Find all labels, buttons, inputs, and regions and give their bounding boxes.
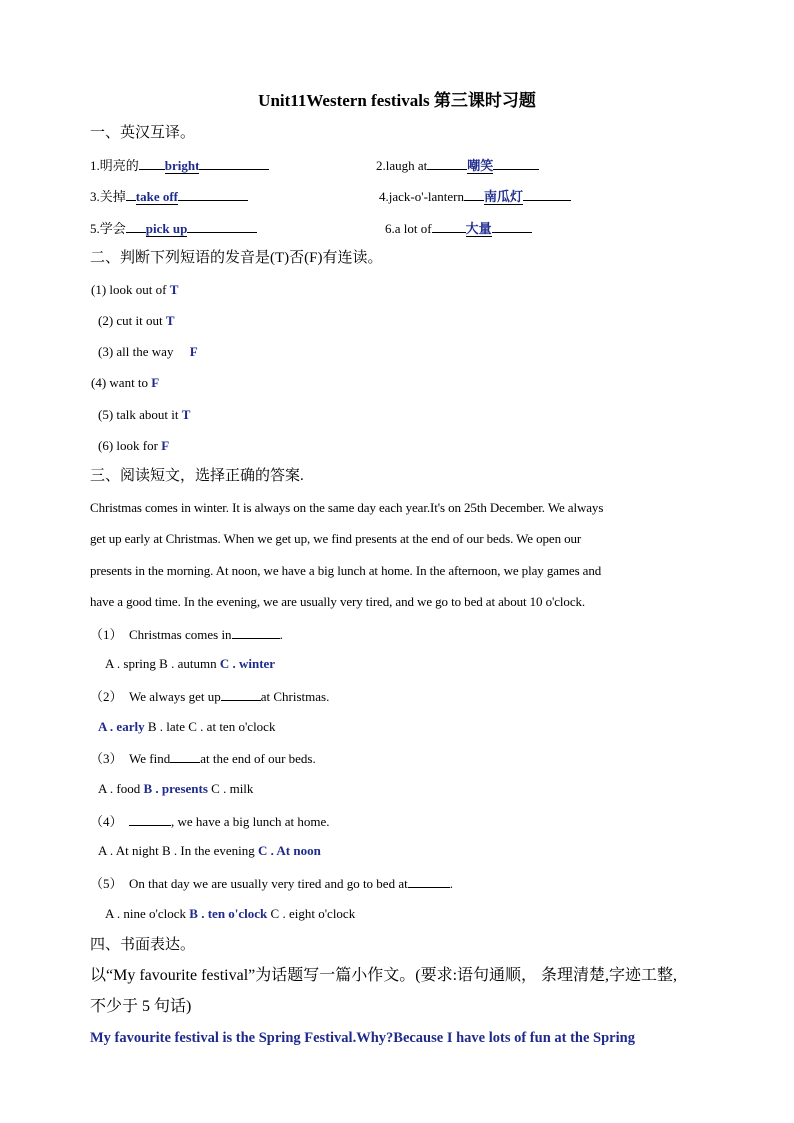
s2-item: (2) cut it out T: [98, 313, 175, 328]
s1-q4: 4.jack-o'-lantern 南瓜灯: [379, 187, 571, 206]
s3-q4: （4） , we have a big lunch at home.: [90, 814, 330, 829]
s3-q4-options: A . At night B . In the evening C . At noon: [98, 843, 321, 858]
s1-q3: 3.关掉 take off: [90, 187, 248, 206]
s2-item: (4) want to F: [91, 375, 160, 390]
section-1-heading: 一、英汉互译。: [90, 125, 196, 141]
passage-line: Christmas comes in winter. It is always on the same day each year.It's on 25th December. We always: [90, 500, 604, 515]
section-3-heading: 三、阅读短文，选择正确的答案.: [90, 468, 304, 484]
s3-q1: （1） Christmas comes in .: [90, 627, 283, 642]
s2-item: (5) talk about it T: [98, 407, 191, 422]
essay-answer: My favourite festival is the Spring Festival.Why?Because I have lots of fun at the Spring: [90, 1030, 635, 1046]
s2-item: (6) look for F: [98, 438, 170, 453]
s3-q5: （5） On that day we are usually very tired and go to bed at .: [90, 876, 453, 891]
page-title: Unit11Western festivals 第三课时习题: [258, 91, 536, 110]
passage-line: get up early at Christmas. When we get up, we find presents at the end of our beds. We open our: [90, 531, 582, 546]
s3-q3: （3） We find at the end of our beds.: [90, 751, 316, 766]
s1-q5: 5.学会 pick up: [90, 219, 257, 238]
s2-item: (1) look out of T: [91, 282, 179, 297]
passage-line: presents in the morning. At noon, we have a big lunch at home. In the afternoon, we play games and: [90, 563, 602, 578]
s3-q2-options: A . early B . late C . at ten o'clock: [98, 719, 276, 734]
s1-q1: 1.明亮的 bright: [90, 156, 269, 175]
writing-prompt: 以“My favourite festival”为话题写一篇小作文。(要求:语句通顺， 条理清楚,字迹工整,: [90, 967, 678, 984]
s3-q1-options: A . spring B . autumn C . winter: [105, 656, 276, 671]
section-4-heading: 四、书面表达。: [90, 937, 196, 953]
writing-prompt: 不少于 5 句话): [90, 998, 192, 1015]
section-2-heading: 二、判断下列短语的发音是(T)否(F)有连读。: [90, 250, 383, 266]
passage-line: have a good time. In the evening, we are usually very tired, and we go to bed at about 10 o'clock.: [90, 594, 586, 609]
s1-q2: 2.laugh at 嘲笑: [376, 156, 539, 175]
s2-item: (3) all the way F: [98, 344, 198, 359]
s3-q2: （2） We always get up at Christmas.: [90, 689, 330, 704]
s1-q6: 6.a lot of 大量: [385, 219, 532, 238]
s3-q3-options: A . food B . presents C . milk: [98, 781, 254, 796]
s3-q5-options: A . nine o'clock B . ten o'clock C . eight o'clock: [105, 906, 356, 921]
